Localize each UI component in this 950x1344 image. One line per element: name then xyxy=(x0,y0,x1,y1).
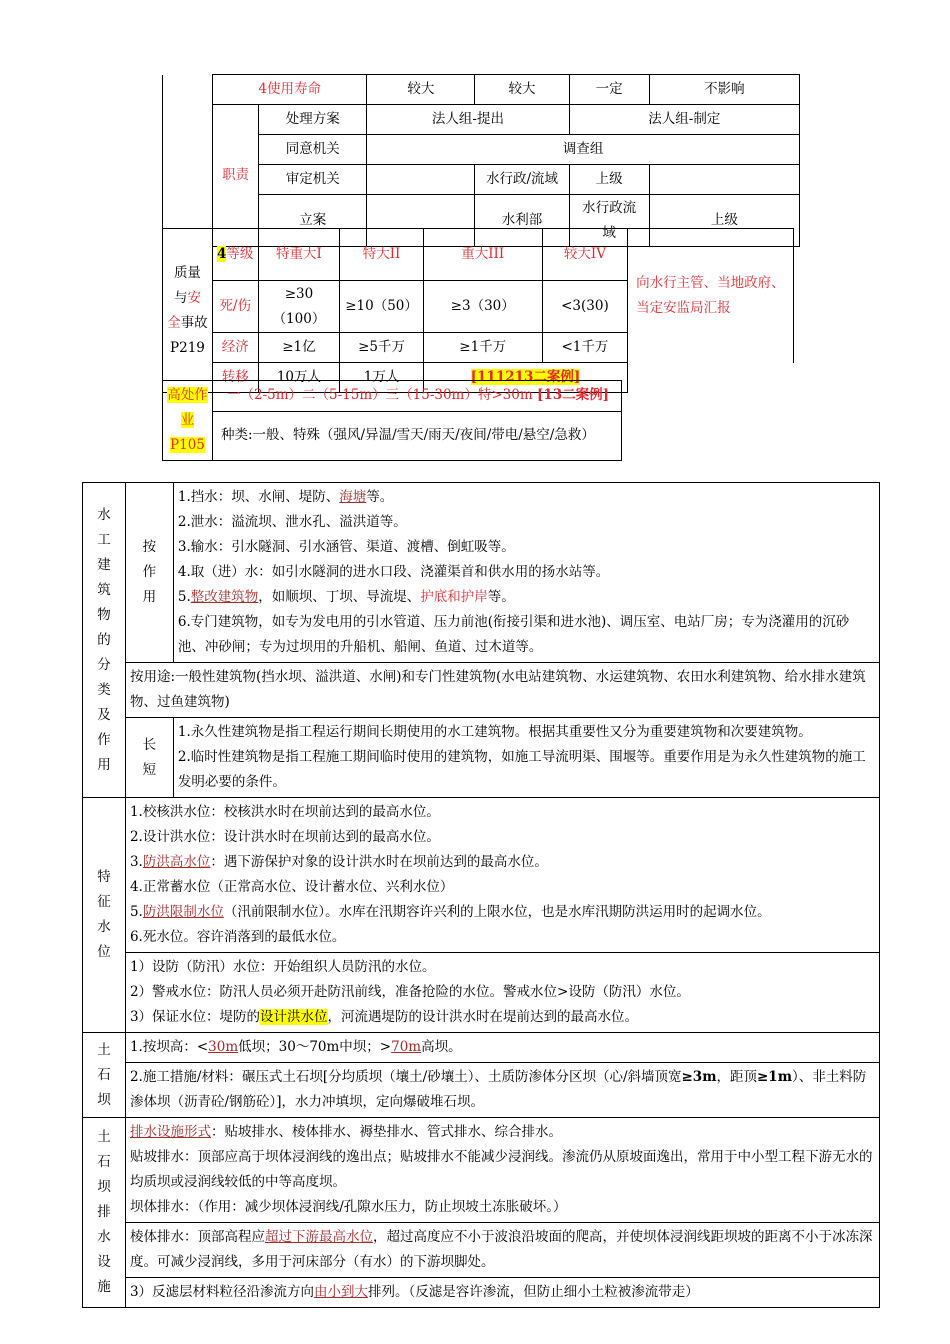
cell-duration: 1.永久性建筑物是指工程运行期间长期使用的水工建筑物。根据其重要性又分为重要建筑物和次要建筑物。 2.临时性建筑物是指工程施工期间临时使用的建筑物，如施工导流明渠、围堰等。重要作用是为永久性建筑物的施工发明必要的条件。 xyxy=(173,718,879,798)
table-height-work xyxy=(162,380,622,461)
cell: 处理方案 xyxy=(259,105,367,135)
cell: 10万人 xyxy=(258,363,340,393)
cell: 调查组 xyxy=(367,135,800,165)
cell: 较大IV xyxy=(542,229,628,281)
cell: 重大III xyxy=(423,229,542,281)
cell-report: 向水行主管、当地政府、当定安监局汇报 xyxy=(628,229,794,363)
cell-lifespan: 4使用寿命 xyxy=(213,75,367,105)
cell-flood-levels: 1）设防（防汛）水位：开始组织人员防汛的水位。 2）警戒水位：防汛人员必须开赴防汛前线，准备抢险的水位。警戒水位>设防（防汛）水位。 3）保证水位：堤防的设计洪水位，河流遇堤防的设计洪水时在堤前达到的最高水位。 xyxy=(125,953,879,1033)
cell-filter-layer: 3）反滤层材料粒径沿渗流方向由小到大排列。（反滤是容许渗流，但防止细小土粒被渗流带走） xyxy=(125,1278,879,1308)
cell: 立案 xyxy=(259,195,367,247)
cell-grades: 一（2-5m）二（5-15m）三（15-30m）特>30m [13二案例] xyxy=(212,381,621,412)
cell-drainage-types: 排水设施形式：贴坡排水、棱体排水、褥垫排水、管式排水、综合排水。 贴坡排水：顶部应高于坝体浸润线的逸出点；贴坡排水不能减少浸润线。渗流仍从原坡面逸出，常用于中小型工程下游无水的均质坝或浸润线较低的中等高度坝。 坝体排水：（作用：减少坝体浸润线/孔隙水压力，防止坝坡土冻胀破坏。） xyxy=(125,1118,879,1223)
cell: 水行政流域 xyxy=(569,195,649,247)
cell: 不影响 xyxy=(649,75,799,105)
cell: <3(30) xyxy=(542,281,628,333)
cell: 法人组-提出 xyxy=(367,105,569,135)
cell-case: [111213二案例] xyxy=(423,363,627,393)
cell: ≥30（100） xyxy=(258,281,340,333)
cell: ≥1千万 xyxy=(423,333,542,363)
section-title-classification: 水工建筑物的分类及作用 xyxy=(83,483,126,798)
cell: 水利部 xyxy=(475,195,569,247)
cell-prism-drainage: 棱体排水：顶部高程应超过下游最高水位，超过高度应不小于波浪沿坡面的爬高，并使坝体浸润线距坝坡的距离不小于冰冻深度。可减少浸润线，多用于河床部分（有水）的下游坝脚处。 xyxy=(125,1223,879,1278)
cell: 同意机关 xyxy=(259,135,367,165)
cell: 上级 xyxy=(569,165,649,195)
cell-dam-height: 1.按坝高：<30m低坝；30～70m中坝；>70m高坝。 xyxy=(125,1033,879,1063)
cell: 一定 xyxy=(569,75,649,105)
height-work-title: 高处作业P105 xyxy=(163,381,213,461)
cell: ≥1亿 xyxy=(258,333,340,363)
cell: 较大 xyxy=(475,75,569,105)
cell: 审定机关 xyxy=(259,165,367,195)
cell: ≥10（50） xyxy=(340,281,423,333)
table-duty xyxy=(162,74,800,247)
cell: 转移 xyxy=(212,363,258,393)
cell: 经济 xyxy=(212,333,258,363)
cell: 特大II xyxy=(340,229,423,281)
cell-dam-construction: 2.施工措施/材料：碾压式土石坝[分均质坝（壤土/砂壤土）、土质防渗体分区坝（心/斜墙顶宽≥3m，距顶≥1m）、非土料防渗体坝（沥青砼/钢筋砼）]，水力冲填坝，定向爆破堆石坝。 xyxy=(125,1063,879,1118)
section-title-earth-dam: 土石坝 xyxy=(83,1033,126,1118)
cell: 1万人 xyxy=(340,363,423,393)
cell: ≥3（30） xyxy=(423,281,542,333)
cell-duty: 职责 xyxy=(213,105,259,247)
table-main xyxy=(82,482,880,1308)
cell: <1千万 xyxy=(542,333,628,363)
cell: 水行政/流域 xyxy=(475,165,569,195)
cell: 特重大Ⅰ xyxy=(258,229,340,281)
cell-by-use: 按用途:一般性建筑物(挡水坝、溢洪道、水闸)和专门性建筑物(水电站建筑物、水运建筑物、农田水利建筑物、给水排水建筑物、过鱼建筑物) xyxy=(125,663,879,718)
label-by-function: 按作用 xyxy=(125,483,173,663)
accident-title: 质量 与安 全事故 P219 xyxy=(163,229,213,393)
section-title-drainage: 土石坝排水设施 xyxy=(83,1118,126,1308)
cell: ≥5千万 xyxy=(340,333,423,363)
cell-types: 种类:一般、特殊（强风/异温/雪天/雨天/夜间/带电/悬空/急救） xyxy=(212,411,621,460)
cell: 法人组-制定 xyxy=(569,105,799,135)
cell: 较大 xyxy=(367,75,475,105)
cell-water-levels: 1.校核洪水位：校核洪水时在坝前达到的最高水位。 2.设计洪水位：设计洪水时在坝前达到的最高水位。 3.防洪高水位：遇下游保护对象的设计洪水时在坝前达到的最高水位。 4.正常蓄水位（正常高水位、设计蓄水位、兴利水位） 5.防洪限制水位（汛前限制水位）。水库在汛期容许兴利的上限水位，也是水库汛期防洪运用时的起调水位。 6.死水位。容许消落到的最低水位。 xyxy=(125,798,879,953)
cell-grade: 4等级 xyxy=(212,229,258,281)
cell: 上级 xyxy=(649,195,799,247)
label-duration: 长短 xyxy=(125,718,173,798)
cell: 死/伤 xyxy=(212,281,258,333)
table-accident xyxy=(162,228,794,393)
section-title-water-level: 特征水位 xyxy=(83,798,126,1033)
cell-function-list: 1.挡水：坝、水闸、堤防、海塘等。 2.泄水：溢流坝、泄水孔、溢洪道等。 3.输水：引水隧洞、引水涵管、渠道、渡槽、倒虹吸等。 4.取（进）水：如引水隧洞的进水口段、浇灌渠首和供水用的扬水站等。 5.整改建筑物，如顺坝、丁坝、导流堤、护底和护岸等。 6.专门建筑物，如专为发电用的引水管道、压力前池(衔接引渠和进水池)、调压室、电站厂房；专为浇灌用的沉砂池、冲砂闸；专为过坝用的升船机、船闸、鱼道、过木道等。 xyxy=(173,483,879,663)
